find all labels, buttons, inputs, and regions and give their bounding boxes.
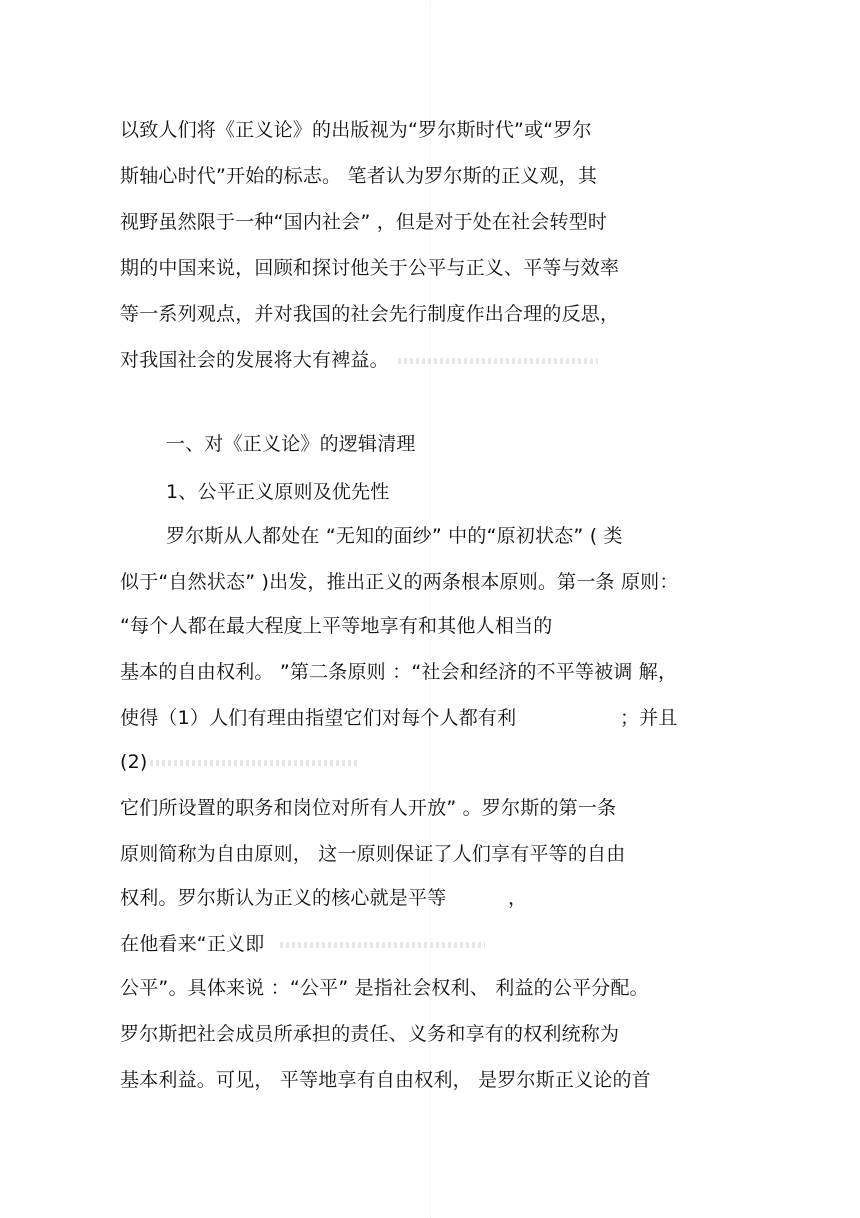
paragraph-line-15-comma: ，	[508, 887, 528, 909]
paragraph-line-10: 基本的自由权利。 ”第二条原则 ：“社会和经济的不平等被调 解，	[120, 661, 678, 683]
paragraph-line-4: 期的中国来说，回顾和探讨他关于公平与正义、平等与效率	[120, 257, 620, 279]
section-heading: 一、对《正义论》的逻辑清理	[166, 433, 416, 455]
paragraph-line-12: (2)	[120, 751, 148, 773]
faded-text-residue	[280, 942, 485, 948]
faded-text-residue	[398, 358, 598, 364]
paragraph-line-17: 公平”。具体来说 ：“公平” 是指社会权利、 利益的公平分配。	[120, 977, 649, 999]
paragraph-line-3: 视野虽然限于一种“国内社会” ，但是对于处在社会转型时	[120, 211, 608, 233]
paragraph-line-16: 在他看来“正义即	[120, 933, 265, 955]
faded-text-residue	[150, 760, 360, 766]
paragraph-line-14: 原则简称为自由原则， 这一原则保证了人们享有平等的自由	[120, 843, 626, 865]
paragraph-line-11: 使得（1）人们有理由指望它们对每个人都有利	[120, 707, 517, 729]
paragraph-line-7: 罗尔斯从人都处在 “无知的面纱” 中的“原初状态” ( 类	[166, 525, 623, 547]
paragraph-line-8: 似于“自然状态” )出发，推出正义的两条根本原则。第一条 原则：	[120, 571, 679, 593]
paragraph-line-9: “每个人都在最大程度上平等地享有和其他人相当的	[120, 615, 553, 637]
paragraph-line-2: 斯轴心时代”开始的标志。 笔者认为罗尔斯的正义观，其	[120, 165, 598, 187]
paragraph-line-18: 罗尔斯把社会成员所承担的责任、义务和享有的权利统称为	[120, 1023, 620, 1045]
paragraph-line-13: 它们所设置的职务和岗位对所有人开放” 。罗尔斯的第一条	[120, 797, 617, 819]
paragraph-line-6: 对我国社会的发展将大有裨益。	[120, 349, 389, 371]
paragraph-line-15: 权利。罗尔斯认为正义的核心就是平等	[120, 887, 447, 909]
subsection-heading: 1、公平正义原则及优先性	[166, 481, 390, 503]
paragraph-line-11-tail: ；并且	[620, 707, 678, 729]
paragraph-line-19: 基本利益。可见， 平等地享有自由权利， 是罗尔斯正义论的首	[120, 1069, 651, 1091]
paragraph-line-5: 等一系列观点，并对我国的社会先行制度作出合理的反思，	[120, 303, 620, 325]
paragraph-line-1: 以致人们将《正义论》的出版视为“罗尔斯时代”或“罗尔	[120, 119, 592, 141]
